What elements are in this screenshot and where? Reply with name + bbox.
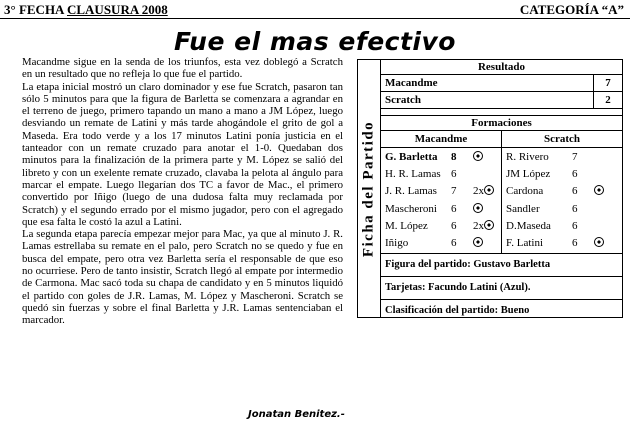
player-name: JM López <box>506 168 551 181</box>
result-team: Scratch <box>381 92 594 108</box>
player-name: Cardona <box>506 185 544 198</box>
player-rating: 6 <box>572 219 578 232</box>
player-name: F. Latini <box>506 236 544 249</box>
result-score: 2 <box>605 94 611 106</box>
player-rating: 7 <box>451 185 457 198</box>
player-goals <box>473 149 501 166</box>
section-spacer <box>381 109 622 116</box>
player-row <box>504 149 622 166</box>
match-sheet-table <box>381 60 622 317</box>
player-name: Mascheroni <box>385 202 437 215</box>
player-rating: 7 <box>572 151 578 163</box>
player-goals <box>473 183 501 200</box>
player-name: D.Maseda <box>506 219 551 232</box>
player-name: J. R. Lamas <box>385 185 437 198</box>
player-goals <box>594 166 622 183</box>
player-goals <box>594 235 622 252</box>
match-day-header <box>4 2 168 18</box>
player-row <box>504 201 622 218</box>
player-row <box>504 218 622 235</box>
result-title: Resultado <box>381 60 622 75</box>
player-row <box>383 149 501 166</box>
cards-summary: Tarjetas: Facundo Latini (Azul). <box>381 277 622 300</box>
player-rating: 6 <box>451 236 457 249</box>
player-rating: 6 <box>572 168 578 181</box>
result-row <box>381 75 622 92</box>
player-rating: 6 <box>572 236 578 249</box>
result-row <box>381 92 622 109</box>
player-name: H. R. Lamas <box>385 168 441 181</box>
away-lineup <box>502 148 622 253</box>
player-goals <box>594 183 622 200</box>
lineups-title: Formaciones <box>381 116 622 131</box>
player-rating: 6 <box>451 202 457 215</box>
author-signature: Jonatan Benitez.- <box>248 409 345 420</box>
fecha-label: 3° FECHA <box>4 2 67 17</box>
home-team-name: Macandme <box>381 131 502 147</box>
player-goals <box>473 201 501 218</box>
soccer-ball-icon <box>594 237 604 247</box>
player-row <box>383 183 501 200</box>
match-rating: Clasificación del partido: Bueno <box>385 305 530 317</box>
article-title: Fue el mas efectivo <box>174 27 456 56</box>
article-paragraph: Macandme sigue en la senda de los triunfos, esta vez doblegó a Scratch en un resultado que no refleja lo que fue el partido. <box>22 56 343 81</box>
player-goals <box>594 149 622 166</box>
player-name: R. Rivero <box>506 151 549 163</box>
player-goals <box>473 218 501 235</box>
player-name: G. Barletta <box>385 151 438 163</box>
player-goals <box>473 235 501 252</box>
lineups-body <box>381 148 622 254</box>
article-body <box>22 56 343 327</box>
result-team: Macandme <box>381 75 594 91</box>
article-paragraph: La etapa inicial mostró un claro dominador y ese fue Scratch, pasaron tan sólo 5 minutos para que la figura de Barletta se comenzara a agrandar en el terreno de juego, primero tapando un mano a mano a JM López, luego desviando un remate de Latini y más tarde ahogándole el grito de gol a Maseda. Era todo verde y a los 17 minutos Latini ponía justicia en el tanteador con un remate cruzado para anotar el 1-0. Quedaban dos minutos para la finalización de la primera parte y M. López se salió del libreto y con un exelente remate cruzado, clavaba la pelota al ángulo para marcar el empate. Luego llegarían dos TC a favor de Mac., el primero convertido por Iñigo (luego de una dudosa falta muy reclamada por Scratch) y el segundo errado por el mismo jugador, pero con el agregado que esa falta le costó la azul a Latini. <box>22 80 343 228</box>
goal-count: 2x <box>473 185 484 198</box>
player-rating: 6 <box>451 219 457 232</box>
player-goals <box>594 201 622 218</box>
goal-count: 2x <box>473 219 484 232</box>
soccer-ball-icon <box>594 185 604 195</box>
away-team-name: Scratch <box>543 133 581 145</box>
player-rating: 8 <box>451 151 457 163</box>
player-goals <box>473 166 501 183</box>
match-sheet-side-label: Ficha del Partido <box>358 60 381 317</box>
soccer-ball-icon <box>473 203 483 213</box>
player-row <box>504 183 622 200</box>
player-row <box>383 235 501 252</box>
soccer-ball-icon <box>473 237 483 247</box>
home-lineup <box>381 148 502 253</box>
category-label: CATEGORÍA “A” <box>519 2 624 17</box>
soccer-ball-icon <box>484 185 494 195</box>
result-score: 7 <box>605 77 611 89</box>
player-row <box>504 166 622 183</box>
match-sheet <box>357 59 623 318</box>
player-rating: 6 <box>572 185 578 198</box>
player-of-match: Figura del partido: Gustavo Barletta <box>381 254 622 277</box>
article-paragraph: La segunda etapa parecía empezar mejor para Mac, ya que al minuto J. R. Lamas estrellaba su remate en el palo, pero Scratch no se quedo y fue en busca del empate, pero otra vez Barletta sería el responsable de que eso no ocurriese. Pero de tanto insistir, Scratch llegó al empate por intermedio de Carmona. Mac sacó toda su chapa de candidato y en 5 minutos liquidó el partido con goles de J.R. Lamas, M. López y Mascheroni. Scratch se quedó sin fuerzas y sobre el final Barletta y J.R. Lamas sentenciaban el marcador. <box>22 228 343 327</box>
player-name: Iñigo <box>385 236 409 249</box>
player-row <box>383 218 501 235</box>
player-row <box>383 201 501 218</box>
player-row <box>504 235 622 252</box>
soccer-ball-icon <box>473 151 483 161</box>
player-row <box>383 166 501 183</box>
player-goals <box>594 218 622 235</box>
player-name: Sandler <box>506 202 540 215</box>
player-rating: 6 <box>572 202 578 215</box>
player-rating: 6 <box>451 168 457 181</box>
tournament-label: CLAUSURA 2008 <box>66 2 168 17</box>
player-name: M. López <box>385 219 428 232</box>
lineups-team-header <box>381 131 622 148</box>
soccer-ball-icon <box>484 220 494 230</box>
header-divider <box>0 18 630 19</box>
